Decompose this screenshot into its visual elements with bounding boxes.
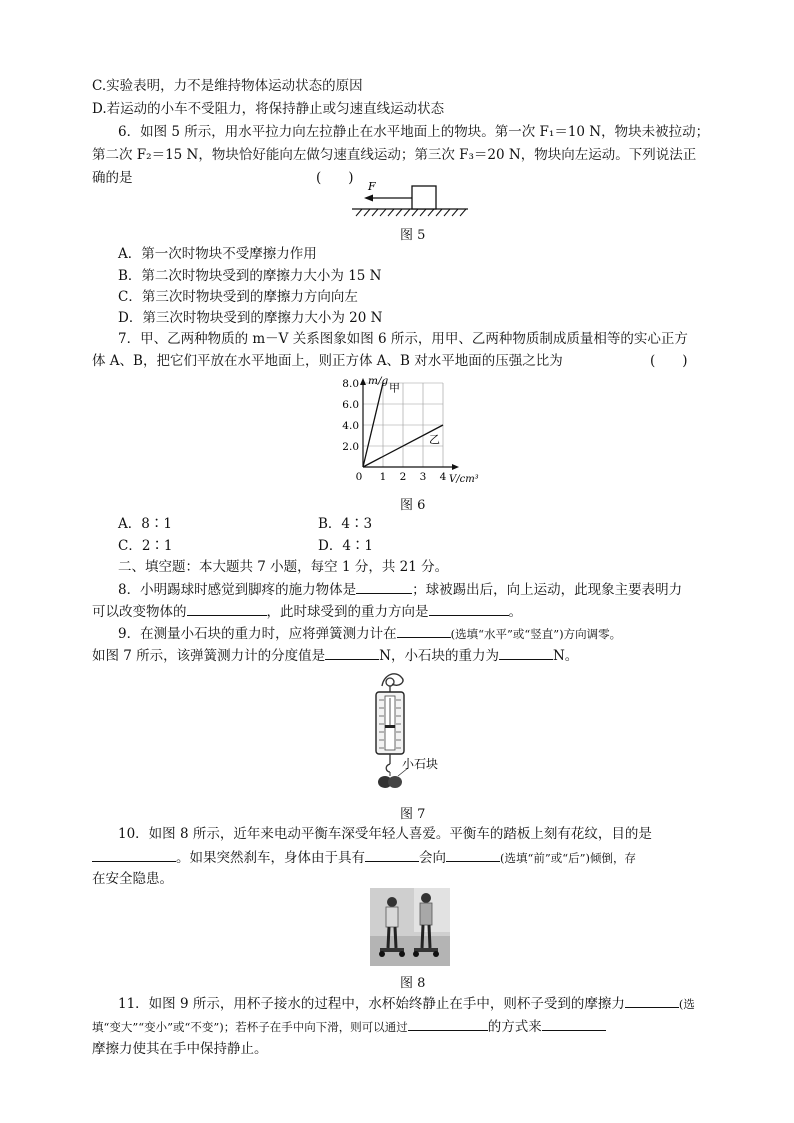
q9-line2 [92,645,578,666]
q9-text-e: N。 [552,648,579,664]
hanging-ring [386,678,394,686]
q7-line2 [92,351,688,371]
q6-option-d: D．第三次时物块受到的摩擦力大小为 20 N [118,310,383,326]
pointer [385,725,395,728]
y-axis-arrow [360,378,366,385]
x-tick-label: 4 [439,471,447,483]
section-2-heading: 二、填空题：本大题共 7 小题，每空 1 分，共 21 分。 [118,559,449,575]
q11-blank-3[interactable] [542,1016,606,1031]
q10-blank-3[interactable] [446,847,500,862]
x-axis-label: V/cm³ [449,474,479,485]
q11-line3: 摩擦力使其在手中保持静止。 [92,1041,268,1057]
q7-option-d: D．4∶1 [318,538,374,554]
q9-blank-3[interactable] [499,645,553,660]
q6-line1: 6．如图 5 所示，用水平拉力向左拉静止在水平地面上的物块。第一次 F₁＝10 N，物块未被拉动； [118,124,710,140]
block [412,186,436,209]
fig7-caption: 图 7 [400,807,426,822]
q11-text-a: 11．如图 9 所示，用杯子接水的过程中，水杯始终静止在手中，则杯子受到的摩擦力 [118,996,625,1012]
q10-line3: 在安全隐患。 [92,871,173,887]
q7-line1: 7．甲、乙两种物质的 m－V 关系图象如图 6 所示，用甲、乙两种物质制成质量相等的实心正方 [118,331,688,347]
q9-line1 [118,623,621,644]
series-label: 乙 [429,433,440,446]
q6-stem-end: 确的是 [92,170,133,186]
fig8-caption: 图 8 [400,976,426,991]
grid [363,383,443,467]
q8-text-d: ，此时球受到的重力方向是 [266,604,429,620]
q6-option-c: C．第三次时物块受到的摩擦力方向向左 [118,289,358,305]
q9-text-a: 9．在测量小石块的重力时，应将弹簧测力计在 [118,626,397,642]
q8-blank-3[interactable] [429,601,509,616]
q10-blank-1[interactable] [92,847,176,862]
arrow-head [364,195,373,202]
option-d: D.若运动的小车不受阻力，将保持静止或匀速直线运动状态 [92,101,445,117]
x-axis-arrow [452,464,459,470]
q9-text-d: N，小石块的重力为 [379,648,499,664]
force-label: F [368,180,376,193]
figure-8-photo [370,888,450,966]
figure-6-chart [335,372,485,487]
series-label: 甲 [389,381,400,395]
q10-line1: 10．如图 8 所示，近年来电动平衡车深受年轻人喜爱。平衡车的踏板上刻有花纹，目的是 [118,826,652,842]
q8-line2 [92,601,522,622]
y-tick-label: 6.0 [342,399,359,411]
q10-text-c: (选填“前”或“后”)倾倒，存 [500,851,636,865]
q10-line2 [92,847,636,868]
x-tick-label: 3 [419,471,427,483]
q11-line2 [92,1016,606,1037]
x-tick-label: 1 [379,471,387,483]
q7-answer-paren: ( ) [650,353,688,369]
stone-right [388,776,402,788]
q8-text-a: 8．小明踢球时感觉到脚疼的施力物体是 [118,582,357,598]
option-c: C.实验表明，力不是维持物体运动状态的原因 [92,78,363,94]
hand-icon [382,674,403,686]
q11-text-d: 的方式来 [487,1019,542,1035]
q8-line1 [118,579,682,600]
fig6-caption: 图 6 [400,498,426,513]
q11-blank-2[interactable] [408,1016,488,1031]
x-tick-label: 0 [355,471,363,483]
q9-text-c: 如图 7 所示，该弹簧测力计的分度值是 [92,648,326,664]
q6-option-a: A．第一次时物块不受摩擦力作用 [118,246,317,262]
q11-line1 [118,993,695,1014]
y-axis-label: m/g [368,375,389,387]
q6-answer-paren: ( ) [316,170,354,186]
q11-text-b: (选 [678,997,695,1011]
q11-text-c: 填“变大”“变小”或“不变”)；若杯子在手中向下滑，则可以通过 [92,1020,408,1034]
q9-text-b: (选填“水平”或“竖直”)方向调零。 [450,627,622,641]
hook [386,764,390,772]
x-tick-label: 2 [399,471,407,483]
q7-option-b: B．4∶3 [318,516,373,532]
y-tick-label: 4.0 [342,420,359,432]
q10-text-b: 会向 [419,850,446,866]
q8-text-e: 。 [508,604,522,620]
q8-text-b: ；球被踢出后，向上运动，此现象主要表明力 [412,582,683,598]
fig5-caption: 图 5 [400,228,426,243]
q11-blank-1[interactable] [625,993,679,1008]
ground-hatching [356,209,466,216]
q6-line3 [92,168,354,188]
q8-blank-1[interactable] [356,579,412,594]
q9-blank-1[interactable] [397,623,451,638]
q10-text-a: 。如果突然刹车，身体由于具有 [176,850,365,866]
figure-7 [368,668,478,793]
q6-option-b: B．第二次时物块受到的摩擦力大小为 15 N [118,268,382,284]
q10-blank-2[interactable] [365,847,419,862]
stone-label: 小石块 [402,757,439,771]
q6-line2: 第二次 F₂＝15 N，物块恰好能向左做匀速直线运动；第三次 F₃＝20 N，物块向左运动。下列说法正 [92,147,697,163]
q7-option-a: A．8∶1 [118,516,172,532]
q8-blank-2[interactable] [187,601,267,616]
q9-blank-2[interactable] [325,645,379,660]
q8-text-c: 可以改变物体的 [92,604,187,620]
q7-stem-end: 体 A、B，把它们平放在水平地面上，则正方体 A、B 对水平地面的压强之比为 [92,353,563,369]
figure-5 [348,176,472,218]
y-tick-label: 2.0 [342,441,359,453]
q7-option-c: C．2∶1 [118,538,173,554]
y-tick-label: 8.0 [342,378,359,390]
